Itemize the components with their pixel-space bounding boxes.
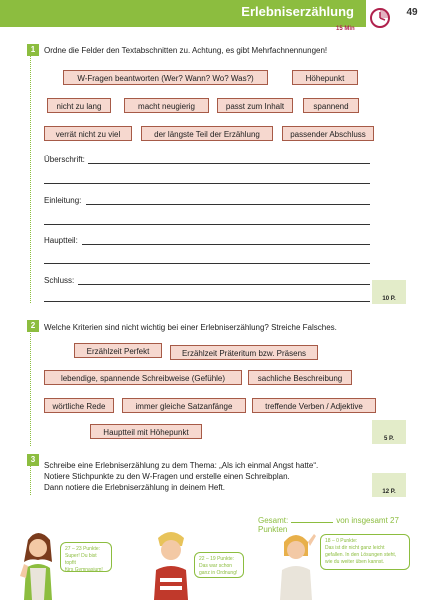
task2-tag[interactable]: Erzählzeit Perfekt xyxy=(74,343,162,358)
girl-thumbs-up-illustration xyxy=(14,528,62,600)
task1-points: 10 P. xyxy=(382,296,396,302)
boy-illustration xyxy=(146,526,196,600)
clock-icon xyxy=(368,6,392,30)
girl-thinking-illustration xyxy=(272,528,320,600)
total-label: Gesamt: xyxy=(258,516,289,525)
task2-tag[interactable]: wörtliche Rede xyxy=(44,398,114,413)
task1-tag[interactable]: W-Fragen beantworten (Wer? Wann? Wo? Was?) xyxy=(63,70,268,85)
einleitung-line[interactable] xyxy=(86,204,370,205)
ueberschrift-line[interactable] xyxy=(88,163,370,164)
score-bubble-line: Das war schon xyxy=(199,563,233,569)
task1-number: 1 xyxy=(27,44,39,56)
schluss-label: Schluss: xyxy=(44,276,75,285)
ueberschrift-label: Überschrift: xyxy=(44,155,85,164)
task1-tag[interactable]: Höhepunkt xyxy=(292,70,358,85)
task2-points-box xyxy=(372,420,406,444)
hauptteil-label: Hauptteil: xyxy=(44,236,78,245)
page-header xyxy=(0,0,424,24)
score-bubble-line: 22 – 19 Punkte: xyxy=(199,556,235,562)
task2-points: 5 P. xyxy=(384,436,394,442)
task1-tag[interactable]: passender Abschluss xyxy=(282,126,374,141)
task3-margin-line xyxy=(30,465,32,495)
score-bubble-line: gefallen. In den Lösungen steht, xyxy=(325,552,397,558)
task1-tag[interactable]: nicht zu lang xyxy=(47,98,111,113)
header-underline xyxy=(0,24,366,27)
hauptteil-line[interactable] xyxy=(44,263,370,264)
task3-points: 12 P. xyxy=(382,489,396,495)
total-suffix: von insgesamt 27 Punkten xyxy=(258,516,399,534)
task3-points-box xyxy=(372,473,406,497)
task2-tag[interactable]: immer gleiche Satzanfänge xyxy=(122,398,246,413)
score-bubble-high xyxy=(60,542,112,572)
task3-instruction-line: Dann notiere die Erlebniserzählung in deinem Heft. xyxy=(44,483,225,492)
page-number: 49 xyxy=(400,2,424,24)
total-score-blank[interactable] xyxy=(291,522,333,523)
score-bubble-line: 18 – 0 Punkte: xyxy=(325,538,358,544)
task1-tag[interactable]: der längste Teil der Erzählung xyxy=(141,126,273,141)
task3-instruction-line: Notiere Stichpunkte zu den W-Fragen und erstelle einen Schreibplan. xyxy=(44,472,290,481)
ueberschrift-line[interactable] xyxy=(44,183,370,184)
time-label: 15 Min xyxy=(336,26,355,32)
task2-number: 2 xyxy=(27,320,39,332)
task2-tag[interactable]: treffende Verben / Adjektive xyxy=(252,398,376,413)
score-bubble-line: Das ist dir nicht ganz leicht xyxy=(325,545,385,551)
task1-instruction: Ordne die Felder den Textabschnitten zu. Achtung, es gibt Mehrfachnennungen! xyxy=(44,46,328,55)
task2-margin-line xyxy=(30,330,32,446)
task1-margin-line xyxy=(30,55,32,303)
task2-tag[interactable]: Hauptteil mit Höhepunkt xyxy=(90,424,202,439)
page-title: Erlebniserzählung xyxy=(241,4,354,19)
task1-tag[interactable]: macht neugierig xyxy=(124,98,209,113)
task2-tag[interactable]: Erzählzeit Präteritum bzw. Präsens xyxy=(170,345,318,360)
task3-number: 3 xyxy=(27,454,39,466)
task1-points-box xyxy=(372,280,406,304)
task3-instruction-line: Schreibe eine Erlebniserzählung zu dem Thema: „Als ich einmal Angst hatte“. xyxy=(44,461,319,470)
task2-instruction: Welche Kriterien sind nicht wichtig bei einer Erlebniserzählung? Streiche Falsches. xyxy=(44,323,337,332)
einleitung-line[interactable] xyxy=(44,224,370,225)
einleitung-label: Einleitung: xyxy=(44,196,82,205)
score-bubble-line: ganz in Ordnung! xyxy=(199,570,238,576)
score-bubble-line: wie du weiter üben kannst. xyxy=(325,559,385,565)
score-bubble-mid xyxy=(194,552,244,578)
score-bubble-line: Super! Du bist topfit xyxy=(65,553,97,566)
score-bubble-low xyxy=(320,534,410,570)
score-bubble-line: 27 – 23 Punkte: xyxy=(65,546,101,552)
task1-tag[interactable]: spannend xyxy=(303,98,359,113)
task2-tag[interactable]: lebendige, spannende Schreibweise (Gefühle) xyxy=(44,370,242,385)
hauptteil-line[interactable] xyxy=(82,244,370,245)
task2-tag[interactable]: sachliche Beschreibung xyxy=(248,370,352,385)
task1-tag[interactable]: verrät nicht zu viel xyxy=(44,126,132,141)
schluss-line[interactable] xyxy=(44,301,370,302)
schluss-line[interactable] xyxy=(78,284,370,285)
score-bubble-line: fürs Gymnasium! xyxy=(65,567,103,573)
task1-tag[interactable]: passt zum Inhalt xyxy=(217,98,293,113)
